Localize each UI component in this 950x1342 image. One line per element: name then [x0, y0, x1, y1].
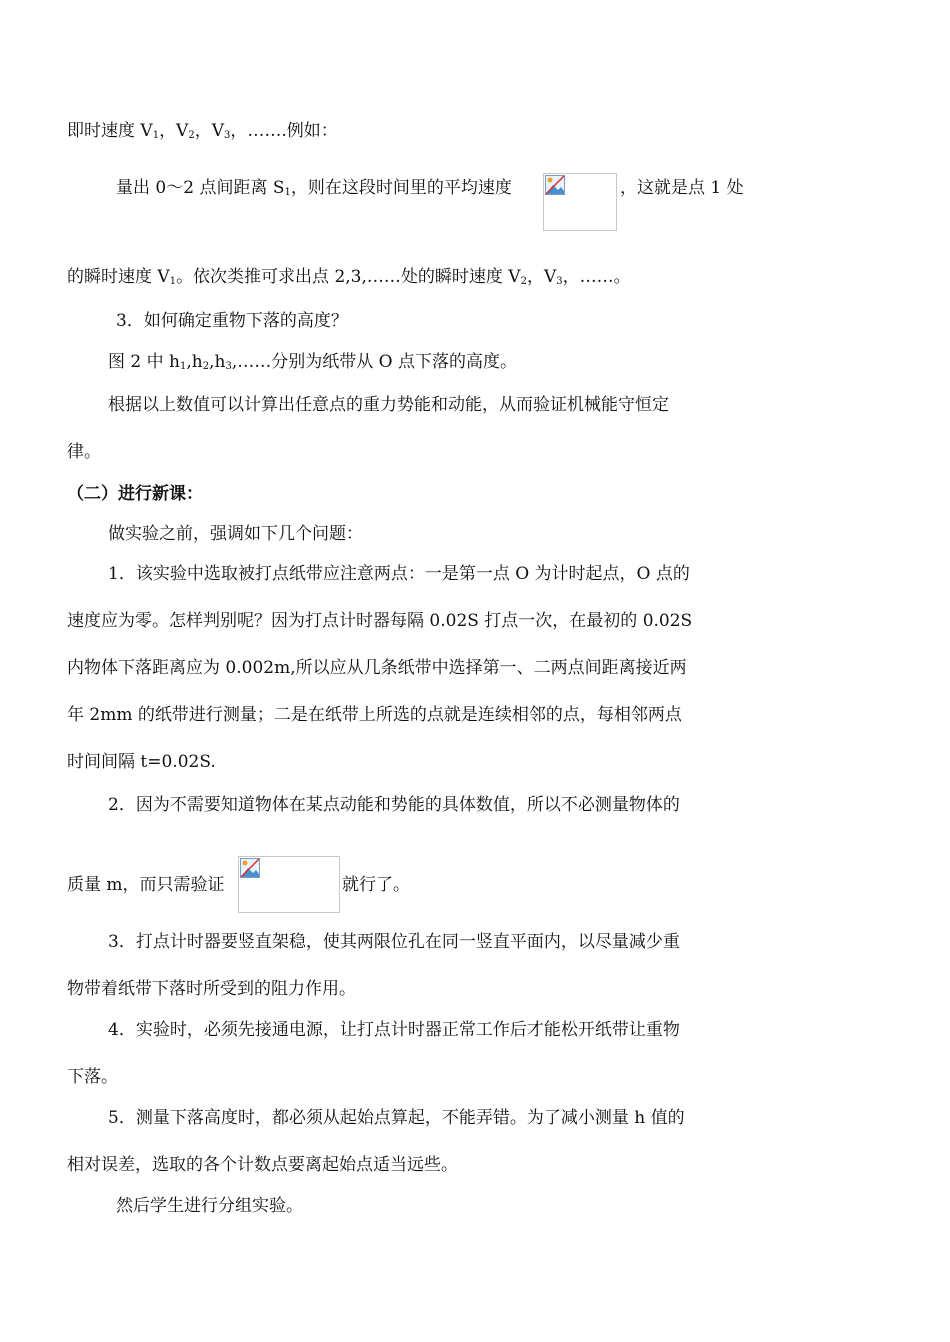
text-line: 1．该实验中选取被打点纸带应注意两点：一是第一点 O 为计时起点，O 点的	[108, 564, 690, 584]
text-line: 时间间隔 t=0.02S.	[67, 752, 216, 772]
text-line: 相对误差，选取的各个计数点要离起始点适当远些。	[67, 1155, 458, 1175]
text-line: 物带着纸带下落时所受到的阻力作用。	[67, 979, 356, 999]
broken-image-icon	[545, 175, 565, 195]
broken-image-icon	[240, 858, 260, 878]
text-line: 5．测量下落高度时，都必须从起始点算起，不能弄错。为了减小测量 h 值的	[108, 1108, 685, 1128]
text-line: 年 2mm 的纸带进行测量；二是在纸带上所选的点就是连续相邻的点，每相邻两点	[67, 705, 682, 725]
text-line: 然后学生进行分组实验。	[116, 1196, 303, 1216]
text-line: 即时速度 $V_1$，$V_2$，$V_3$，…….例如：	[67, 121, 338, 141]
formula-image	[238, 856, 340, 913]
text-line: 4．实验时，必须先接通电源，让打点计时器正常工作后才能松开纸带让重物	[108, 1020, 680, 1040]
text-line: 3．如何确定重物下落的高度？	[116, 311, 348, 331]
text-line: 做实验之前，强调如下几个问题：	[108, 524, 363, 544]
text-line: 根据以上数值可以计算出任意点的重力势能和动能，从而验证机械能守恒定	[108, 395, 669, 415]
text-line: 内物体下落距离应为 0.002m,所以应从几条纸带中选择第一、二两点间距离接近两	[67, 658, 687, 678]
text-line: 2．因为不需要知道物体在某点动能和势能的具体数值，所以不必测量物体的	[108, 795, 680, 815]
text-line: 速度应为零。怎样判别呢？因为打点计时器每隔 0.02S 打点一次，在最初的 0.02S	[67, 611, 693, 631]
text-line: 律。	[67, 442, 101, 462]
text-line: 3．打点计时器要竖直架稳，使其两限位孔在同一竖直平面内，以尽量减少重	[108, 932, 680, 952]
text-line: ，这就是点 1 处	[620, 178, 744, 198]
text-line: 质量 m，而只需验证	[67, 875, 225, 895]
formula-image	[543, 173, 617, 231]
text-line: 图 2 中 $h_1,h_2,h_3,\dots\dots$分别为纸带从 O 点下落的高度。	[108, 352, 517, 372]
text-line: 量出 0～2 点间距离 $S_1$，则在这段时间里的平均速度	[116, 178, 512, 198]
text-line: 就行了。	[342, 875, 410, 895]
section-heading: （二）进行新课：	[67, 484, 203, 504]
text-line: 下落。	[67, 1067, 118, 1087]
text-line: 的瞬时速度 $V_1$。依次类推可求出点 2,3,……处的瞬时速度 $V_2$，$V_3$，……。	[67, 267, 631, 287]
